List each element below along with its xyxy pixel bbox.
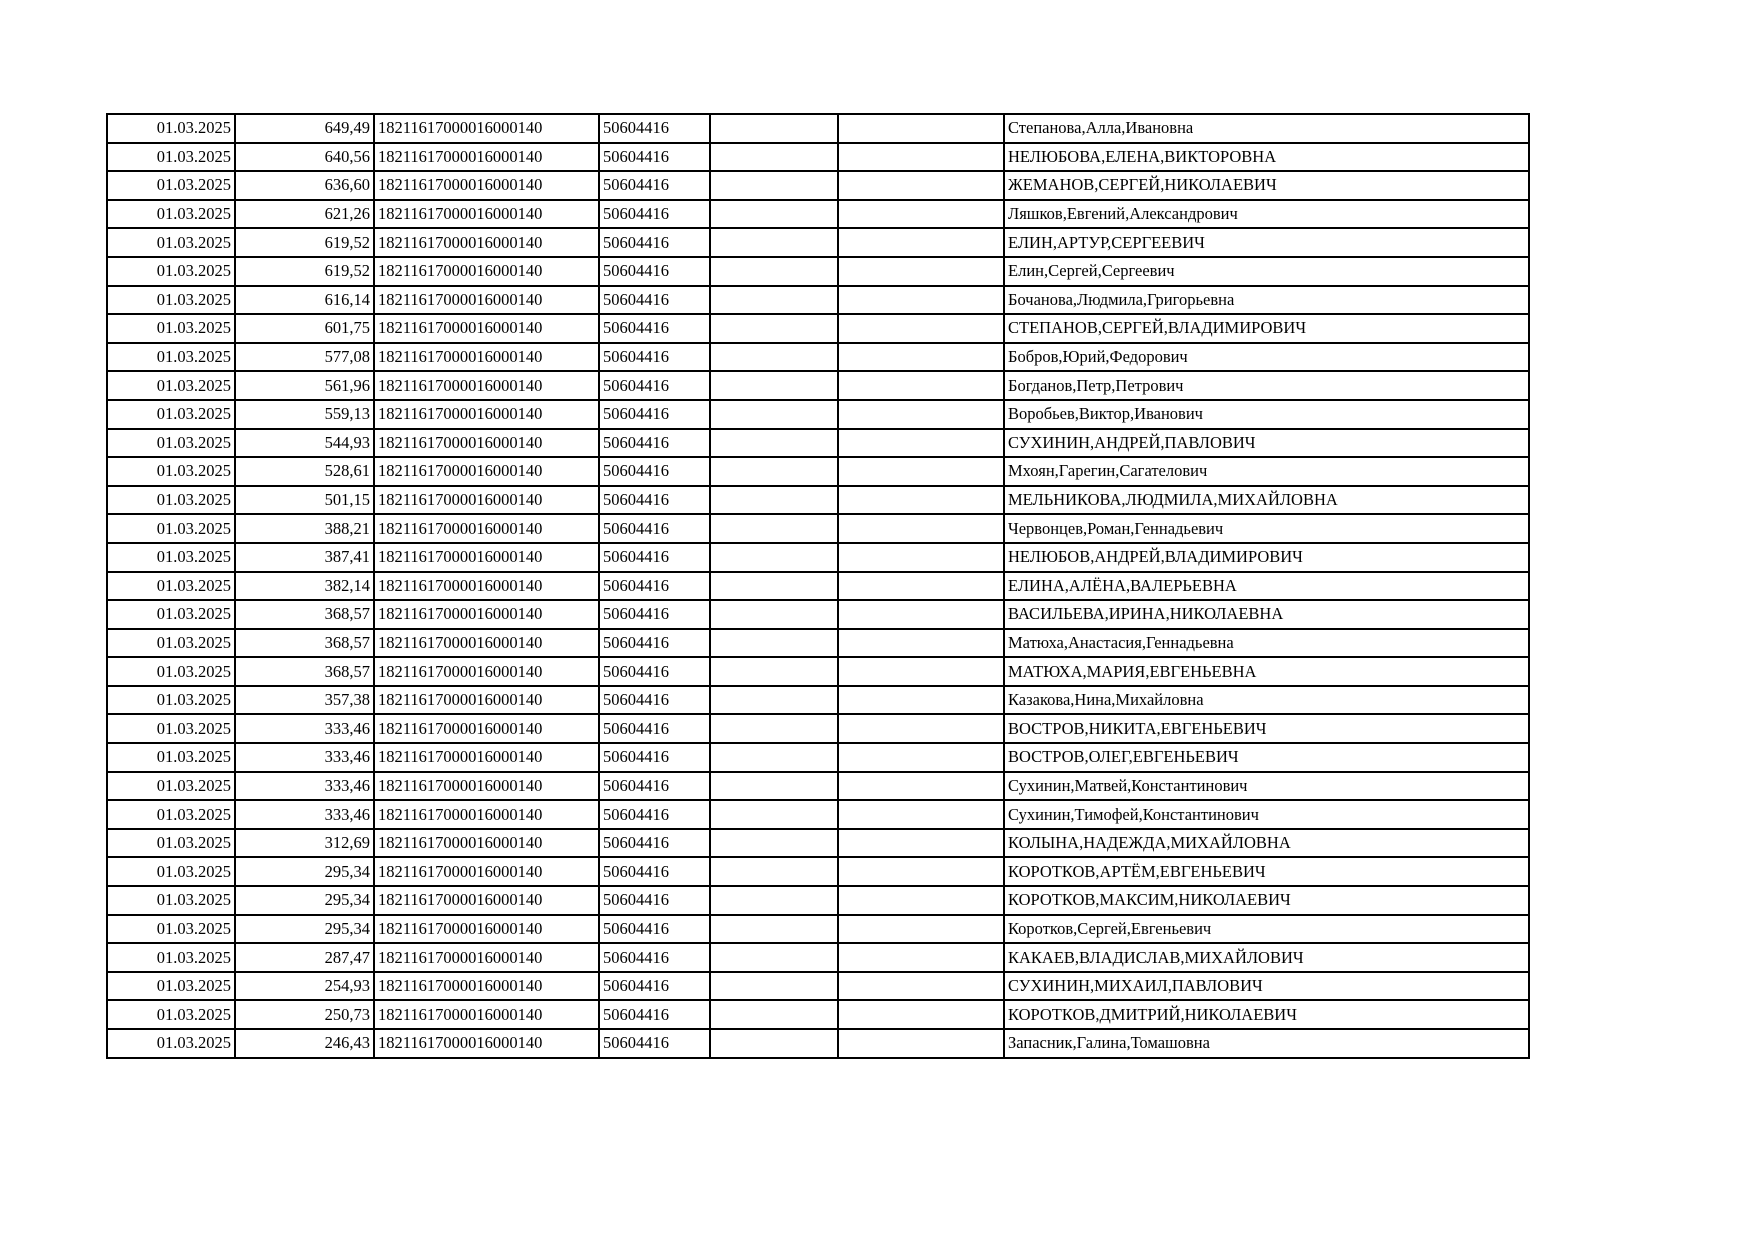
empty-cell <box>710 314 838 343</box>
empty-cell <box>710 514 838 543</box>
table-row <box>107 143 1529 172</box>
oktmo-cell: 50604416 <box>599 915 710 944</box>
empty-cell <box>710 543 838 572</box>
date-cell: 01.03.2025 <box>107 686 235 715</box>
empty-cell <box>838 743 1004 772</box>
table-row <box>107 1029 1529 1058</box>
empty-cell <box>838 429 1004 458</box>
empty-cell <box>710 400 838 429</box>
empty-cell <box>710 886 838 915</box>
kbk-cell: 18211617000016000140 <box>374 943 599 972</box>
oktmo-cell: 50604416 <box>599 114 710 143</box>
table-row <box>107 343 1529 372</box>
oktmo-cell: 50604416 <box>599 543 710 572</box>
date-cell: 01.03.2025 <box>107 543 235 572</box>
empty-cell <box>838 772 1004 801</box>
kbk-cell: 18211617000016000140 <box>374 286 599 315</box>
name-cell: МАТЮХА,МАРИЯ,ЕВГЕНЬЕВНА <box>1004 657 1529 686</box>
date-cell: 01.03.2025 <box>107 572 235 601</box>
name-cell: Червонцев,Роман,Геннадьевич <box>1004 514 1529 543</box>
table-row <box>107 314 1529 343</box>
name-cell: НЕЛЮБОВ,АНДРЕЙ,ВЛАДИМИРОВИЧ <box>1004 543 1529 572</box>
amount-cell: 250,73 <box>235 1000 374 1029</box>
oktmo-cell: 50604416 <box>599 600 710 629</box>
empty-cell <box>710 657 838 686</box>
kbk-cell: 18211617000016000140 <box>374 1000 599 1029</box>
kbk-cell: 18211617000016000140 <box>374 714 599 743</box>
amount-cell: 333,46 <box>235 800 374 829</box>
oktmo-cell: 50604416 <box>599 800 710 829</box>
name-cell: Бочанова,Людмила,Григорьевна <box>1004 286 1529 315</box>
table-row <box>107 486 1529 515</box>
amount-cell: 501,15 <box>235 486 374 515</box>
empty-cell <box>838 314 1004 343</box>
empty-cell <box>838 486 1004 515</box>
kbk-cell: 18211617000016000140 <box>374 400 599 429</box>
empty-cell <box>838 257 1004 286</box>
empty-cell <box>710 143 838 172</box>
oktmo-cell: 50604416 <box>599 514 710 543</box>
date-cell: 01.03.2025 <box>107 400 235 429</box>
amount-cell: 382,14 <box>235 572 374 601</box>
name-cell: ЕЛИН,АРТУР,СЕРГЕЕВИЧ <box>1004 228 1529 257</box>
empty-cell <box>838 800 1004 829</box>
empty-cell <box>838 886 1004 915</box>
oktmo-cell: 50604416 <box>599 714 710 743</box>
date-cell: 01.03.2025 <box>107 457 235 486</box>
date-cell: 01.03.2025 <box>107 514 235 543</box>
empty-cell <box>710 1029 838 1058</box>
amount-cell: 577,08 <box>235 343 374 372</box>
kbk-cell: 18211617000016000140 <box>374 772 599 801</box>
name-cell: КОРОТКОВ,МАКСИМ,НИКОЛАЕВИЧ <box>1004 886 1529 915</box>
kbk-cell: 18211617000016000140 <box>374 343 599 372</box>
empty-cell <box>838 114 1004 143</box>
empty-cell <box>710 171 838 200</box>
kbk-cell: 18211617000016000140 <box>374 257 599 286</box>
amount-cell: 287,47 <box>235 943 374 972</box>
empty-cell <box>838 1029 1004 1058</box>
table-row <box>107 829 1529 858</box>
empty-cell <box>838 857 1004 886</box>
oktmo-cell: 50604416 <box>599 1000 710 1029</box>
oktmo-cell: 50604416 <box>599 171 710 200</box>
empty-cell <box>838 1000 1004 1029</box>
empty-cell <box>838 915 1004 944</box>
empty-cell <box>838 572 1004 601</box>
name-cell: ВОСТРОВ,НИКИТА,ЕВГЕНЬЕВИЧ <box>1004 714 1529 743</box>
kbk-cell: 18211617000016000140 <box>374 829 599 858</box>
empty-cell <box>838 228 1004 257</box>
date-cell: 01.03.2025 <box>107 857 235 886</box>
empty-cell <box>838 943 1004 972</box>
date-cell: 01.03.2025 <box>107 429 235 458</box>
date-cell: 01.03.2025 <box>107 886 235 915</box>
date-cell: 01.03.2025 <box>107 314 235 343</box>
amount-cell: 528,61 <box>235 457 374 486</box>
name-cell: Казакова,Нина,Михайловна <box>1004 686 1529 715</box>
amount-cell: 368,57 <box>235 629 374 658</box>
name-cell: МЕЛЬНИКОВА,ЛЮДМИЛА,МИХАЙЛОВНА <box>1004 486 1529 515</box>
empty-cell <box>710 857 838 886</box>
table-row <box>107 943 1529 972</box>
amount-cell: 357,38 <box>235 686 374 715</box>
table-row <box>107 800 1529 829</box>
table-row <box>107 657 1529 686</box>
kbk-cell: 18211617000016000140 <box>374 857 599 886</box>
amount-cell: 601,75 <box>235 314 374 343</box>
name-cell: КОЛЫНА,НАДЕЖДА,МИХАЙЛОВНА <box>1004 829 1529 858</box>
empty-cell <box>838 514 1004 543</box>
kbk-cell: 18211617000016000140 <box>374 572 599 601</box>
empty-cell <box>838 143 1004 172</box>
kbk-cell: 18211617000016000140 <box>374 371 599 400</box>
name-cell: Степанова,Алла,Ивановна <box>1004 114 1529 143</box>
name-cell: Воробьев,Виктор,Иванович <box>1004 400 1529 429</box>
amount-cell: 619,52 <box>235 228 374 257</box>
name-cell: Бобров,Юрий,Федорович <box>1004 343 1529 372</box>
date-cell: 01.03.2025 <box>107 114 235 143</box>
name-cell: Ляшков,Евгений,Александрович <box>1004 200 1529 229</box>
name-cell: ВОСТРОВ,ОЛЕГ,ЕВГЕНЬЕВИЧ <box>1004 743 1529 772</box>
amount-cell: 636,60 <box>235 171 374 200</box>
empty-cell <box>838 171 1004 200</box>
name-cell: Сухинин,Матвей,Константинович <box>1004 772 1529 801</box>
date-cell: 01.03.2025 <box>107 1029 235 1058</box>
name-cell: Сухинин,Тимофей,Константинович <box>1004 800 1529 829</box>
kbk-cell: 18211617000016000140 <box>374 514 599 543</box>
empty-cell <box>710 829 838 858</box>
name-cell: НЕЛЮБОВА,ЕЛЕНА,ВИКТОРОВНА <box>1004 143 1529 172</box>
oktmo-cell: 50604416 <box>599 371 710 400</box>
table-row <box>107 457 1529 486</box>
kbk-cell: 18211617000016000140 <box>374 228 599 257</box>
payments-table-body <box>107 114 1529 1058</box>
date-cell: 01.03.2025 <box>107 343 235 372</box>
oktmo-cell: 50604416 <box>599 143 710 172</box>
empty-cell <box>710 600 838 629</box>
kbk-cell: 18211617000016000140 <box>374 972 599 1001</box>
empty-cell <box>710 257 838 286</box>
name-cell: СТЕПАНОВ,СЕРГЕЙ,ВЛАДИМИРОВИЧ <box>1004 314 1529 343</box>
table-row <box>107 629 1529 658</box>
oktmo-cell: 50604416 <box>599 343 710 372</box>
amount-cell: 621,26 <box>235 200 374 229</box>
empty-cell <box>710 772 838 801</box>
oktmo-cell: 50604416 <box>599 400 710 429</box>
name-cell: СУХИНИН,АНДРЕЙ,ПАВЛОВИЧ <box>1004 429 1529 458</box>
table-row <box>107 972 1529 1001</box>
empty-cell <box>710 686 838 715</box>
date-cell: 01.03.2025 <box>107 629 235 658</box>
kbk-cell: 18211617000016000140 <box>374 629 599 658</box>
table-row <box>107 257 1529 286</box>
name-cell: КАКАЕВ,ВЛАДИСЛАВ,МИХАЙЛОВИЧ <box>1004 943 1529 972</box>
oktmo-cell: 50604416 <box>599 886 710 915</box>
empty-cell <box>838 600 1004 629</box>
table-row <box>107 114 1529 143</box>
table-row <box>107 429 1529 458</box>
kbk-cell: 18211617000016000140 <box>374 800 599 829</box>
kbk-cell: 18211617000016000140 <box>374 743 599 772</box>
oktmo-cell: 50604416 <box>599 228 710 257</box>
date-cell: 01.03.2025 <box>107 972 235 1001</box>
kbk-cell: 18211617000016000140 <box>374 486 599 515</box>
table-row <box>107 228 1529 257</box>
date-cell: 01.03.2025 <box>107 200 235 229</box>
date-cell: 01.03.2025 <box>107 800 235 829</box>
table-row <box>107 171 1529 200</box>
amount-cell: 619,52 <box>235 257 374 286</box>
empty-cell <box>710 343 838 372</box>
empty-cell <box>710 915 838 944</box>
kbk-cell: 18211617000016000140 <box>374 1029 599 1058</box>
empty-cell <box>710 429 838 458</box>
amount-cell: 559,13 <box>235 400 374 429</box>
date-cell: 01.03.2025 <box>107 286 235 315</box>
table-row <box>107 600 1529 629</box>
empty-cell <box>710 800 838 829</box>
date-cell: 01.03.2025 <box>107 257 235 286</box>
table-row <box>107 543 1529 572</box>
kbk-cell: 18211617000016000140 <box>374 171 599 200</box>
table-row <box>107 286 1529 315</box>
kbk-cell: 18211617000016000140 <box>374 543 599 572</box>
kbk-cell: 18211617000016000140 <box>374 600 599 629</box>
empty-cell <box>838 714 1004 743</box>
empty-cell <box>710 486 838 515</box>
amount-cell: 333,46 <box>235 772 374 801</box>
empty-cell <box>838 343 1004 372</box>
empty-cell <box>838 457 1004 486</box>
name-cell: ЖЕМАНОВ,СЕРГЕЙ,НИКОЛАЕВИЧ <box>1004 171 1529 200</box>
empty-cell <box>838 371 1004 400</box>
empty-cell <box>838 543 1004 572</box>
name-cell: Елин,Сергей,Сергеевич <box>1004 257 1529 286</box>
table-row <box>107 371 1529 400</box>
empty-cell <box>710 714 838 743</box>
date-cell: 01.03.2025 <box>107 228 235 257</box>
amount-cell: 640,56 <box>235 143 374 172</box>
empty-cell <box>838 657 1004 686</box>
kbk-cell: 18211617000016000140 <box>374 686 599 715</box>
table-row <box>107 772 1529 801</box>
amount-cell: 295,34 <box>235 886 374 915</box>
amount-cell: 388,21 <box>235 514 374 543</box>
kbk-cell: 18211617000016000140 <box>374 457 599 486</box>
table-row <box>107 714 1529 743</box>
empty-cell <box>838 286 1004 315</box>
empty-cell <box>710 228 838 257</box>
kbk-cell: 18211617000016000140 <box>374 314 599 343</box>
table-row <box>107 514 1529 543</box>
name-cell: Коротков,Сергей,Евгеньевич <box>1004 915 1529 944</box>
table-row <box>107 200 1529 229</box>
amount-cell: 544,93 <box>235 429 374 458</box>
name-cell: Богданов,Петр,Петрович <box>1004 371 1529 400</box>
date-cell: 01.03.2025 <box>107 943 235 972</box>
date-cell: 01.03.2025 <box>107 143 235 172</box>
table-row <box>107 886 1529 915</box>
empty-cell <box>710 1000 838 1029</box>
empty-cell <box>838 686 1004 715</box>
kbk-cell: 18211617000016000140 <box>374 886 599 915</box>
oktmo-cell: 50604416 <box>599 572 710 601</box>
oktmo-cell: 50604416 <box>599 257 710 286</box>
amount-cell: 649,49 <box>235 114 374 143</box>
oktmo-cell: 50604416 <box>599 829 710 858</box>
amount-cell: 246,43 <box>235 1029 374 1058</box>
date-cell: 01.03.2025 <box>107 657 235 686</box>
date-cell: 01.03.2025 <box>107 772 235 801</box>
name-cell: КОРОТКОВ,АРТЁМ,ЕВГЕНЬЕВИЧ <box>1004 857 1529 886</box>
date-cell: 01.03.2025 <box>107 829 235 858</box>
amount-cell: 295,34 <box>235 915 374 944</box>
empty-cell <box>710 943 838 972</box>
oktmo-cell: 50604416 <box>599 972 710 1001</box>
empty-cell <box>710 114 838 143</box>
empty-cell <box>838 972 1004 1001</box>
amount-cell: 368,57 <box>235 600 374 629</box>
amount-cell: 295,34 <box>235 857 374 886</box>
kbk-cell: 18211617000016000140 <box>374 114 599 143</box>
empty-cell <box>710 629 838 658</box>
oktmo-cell: 50604416 <box>599 1029 710 1058</box>
empty-cell <box>710 286 838 315</box>
oktmo-cell: 50604416 <box>599 429 710 458</box>
name-cell: Запасник,Галина,Томашовна <box>1004 1029 1529 1058</box>
amount-cell: 333,46 <box>235 743 374 772</box>
date-cell: 01.03.2025 <box>107 915 235 944</box>
amount-cell: 333,46 <box>235 714 374 743</box>
name-cell: СУХИНИН,МИХАИЛ,ПАВЛОВИЧ <box>1004 972 1529 1001</box>
date-cell: 01.03.2025 <box>107 743 235 772</box>
oktmo-cell: 50604416 <box>599 486 710 515</box>
empty-cell <box>710 743 838 772</box>
amount-cell: 561,96 <box>235 371 374 400</box>
empty-cell <box>838 400 1004 429</box>
amount-cell: 368,57 <box>235 657 374 686</box>
date-cell: 01.03.2025 <box>107 171 235 200</box>
oktmo-cell: 50604416 <box>599 457 710 486</box>
empty-cell <box>838 200 1004 229</box>
date-cell: 01.03.2025 <box>107 371 235 400</box>
name-cell: ВАСИЛЬЕВА,ИРИНА,НИКОЛАЕВНА <box>1004 600 1529 629</box>
empty-cell <box>838 829 1004 858</box>
name-cell: КОРОТКОВ,ДМИТРИЙ,НИКОЛАЕВИЧ <box>1004 1000 1529 1029</box>
empty-cell <box>710 972 838 1001</box>
table-row <box>107 743 1529 772</box>
empty-cell <box>710 371 838 400</box>
empty-cell <box>838 629 1004 658</box>
table-row <box>107 1000 1529 1029</box>
kbk-cell: 18211617000016000140 <box>374 657 599 686</box>
empty-cell <box>710 457 838 486</box>
table-row <box>107 686 1529 715</box>
date-cell: 01.03.2025 <box>107 714 235 743</box>
amount-cell: 312,69 <box>235 829 374 858</box>
amount-cell: 387,41 <box>235 543 374 572</box>
kbk-cell: 18211617000016000140 <box>374 200 599 229</box>
oktmo-cell: 50604416 <box>599 200 710 229</box>
oktmo-cell: 50604416 <box>599 943 710 972</box>
name-cell: Матюха,Анастасия,Геннадьевна <box>1004 629 1529 658</box>
name-cell: Мхоян,Гарегин,Сагателович <box>1004 457 1529 486</box>
date-cell: 01.03.2025 <box>107 600 235 629</box>
oktmo-cell: 50604416 <box>599 657 710 686</box>
oktmo-cell: 50604416 <box>599 314 710 343</box>
oktmo-cell: 50604416 <box>599 686 710 715</box>
empty-cell <box>710 572 838 601</box>
amount-cell: 254,93 <box>235 972 374 1001</box>
kbk-cell: 18211617000016000140 <box>374 429 599 458</box>
oktmo-cell: 50604416 <box>599 743 710 772</box>
kbk-cell: 18211617000016000140 <box>374 143 599 172</box>
date-cell: 01.03.2025 <box>107 486 235 515</box>
table-row <box>107 400 1529 429</box>
oktmo-cell: 50604416 <box>599 629 710 658</box>
name-cell: ЕЛИНА,АЛЁНА,ВАЛЕРЬЕВНА <box>1004 572 1529 601</box>
table-row <box>107 915 1529 944</box>
date-cell: 01.03.2025 <box>107 1000 235 1029</box>
oktmo-cell: 50604416 <box>599 286 710 315</box>
payments-table <box>106 113 1530 1059</box>
amount-cell: 616,14 <box>235 286 374 315</box>
empty-cell <box>710 200 838 229</box>
oktmo-cell: 50604416 <box>599 857 710 886</box>
table-row <box>107 572 1529 601</box>
table-row <box>107 857 1529 886</box>
kbk-cell: 18211617000016000140 <box>374 915 599 944</box>
oktmo-cell: 50604416 <box>599 772 710 801</box>
